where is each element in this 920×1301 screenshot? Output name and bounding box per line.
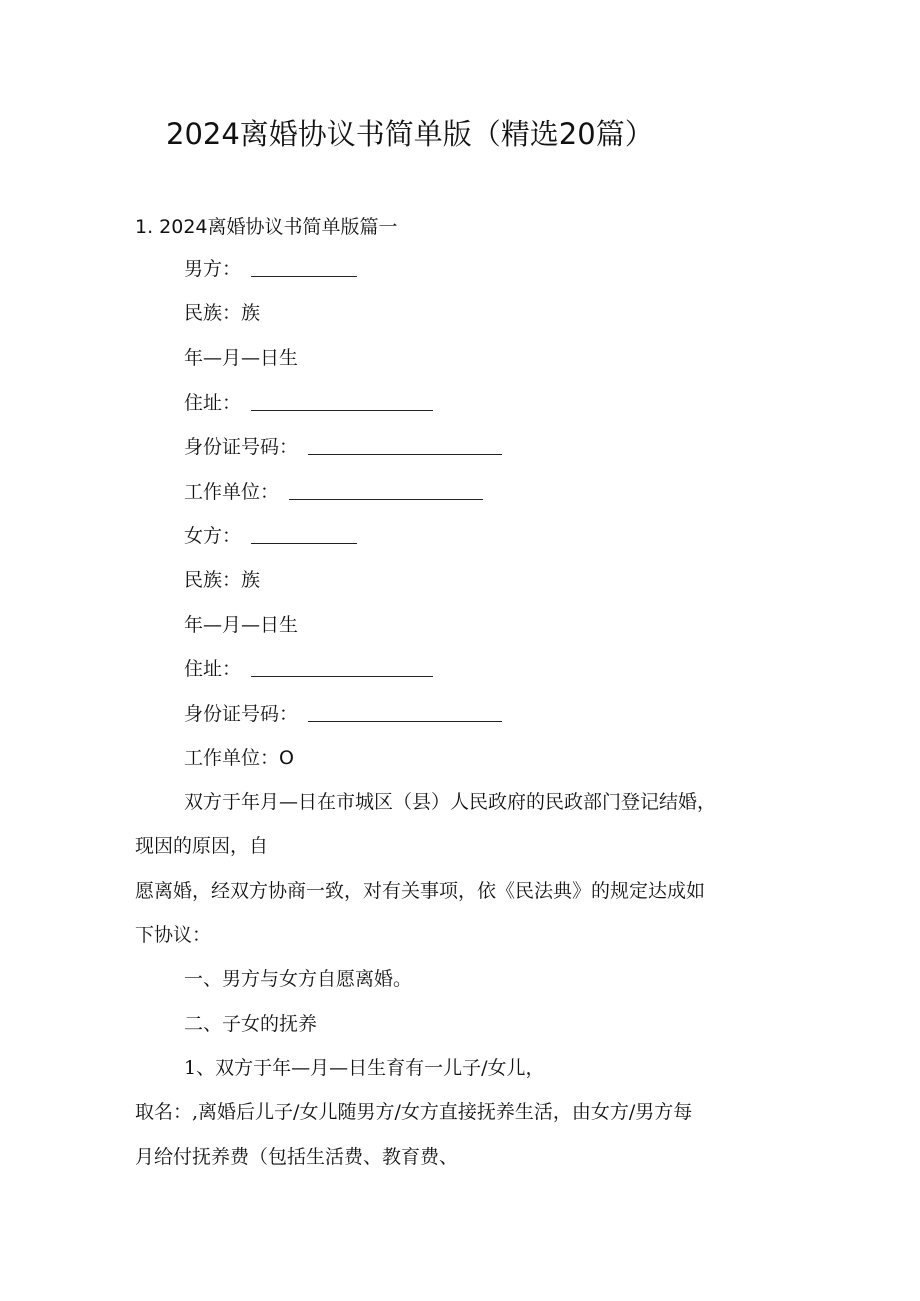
female-work-value: O xyxy=(279,747,294,769)
female-id-blank xyxy=(308,720,502,722)
male-address-label: 住址： xyxy=(184,392,242,414)
female-name-blank xyxy=(251,542,357,544)
female-ethnicity: 民族：族 xyxy=(184,569,261,591)
clause-2-heading: 二、子女的抚养 xyxy=(184,1013,318,1035)
paragraph-marriage-line2: 现因的原因，自 xyxy=(135,835,269,857)
female-address-blank xyxy=(251,675,433,677)
female-address-line xyxy=(184,658,433,681)
female-id-label: 身份证号码： xyxy=(184,703,299,725)
male-work-line xyxy=(184,481,483,504)
male-work-label: 工作单位： xyxy=(184,481,280,503)
male-ethnicity: 民族：族 xyxy=(184,302,261,324)
male-address-line xyxy=(184,392,433,415)
document-title: 2024离婚协议书简单版（精选20篇） xyxy=(166,117,654,151)
paragraph-marriage-line1: 双方于年月—日在市城区（县）人民政府的民政部门登记结婚， xyxy=(184,791,717,813)
clause-2-1-line1: 1、双方于年—月—日生育有一儿子/女儿， xyxy=(184,1057,545,1079)
male-work-blank xyxy=(289,498,483,500)
male-id-label: 身份证号码： xyxy=(184,436,299,458)
clause-2-1-line3: 月给付抚养费（包括生活费、教育费、 xyxy=(135,1146,459,1168)
clause-2-1-line2: 取名：,离婚后儿子/女儿随男方/女方直接抚养生活，由女方/男方每 xyxy=(135,1101,693,1123)
male-id-blank xyxy=(308,453,502,455)
female-work-line xyxy=(184,747,294,770)
male-address-blank xyxy=(251,409,433,411)
female-id-line xyxy=(184,703,502,726)
male-birth: 年—月—日生 xyxy=(184,347,299,369)
male-label: 男方： xyxy=(184,258,242,280)
female-birth: 年—月—日生 xyxy=(184,614,299,636)
section-heading: 1. 2024离婚协议书简单版篇一 xyxy=(135,216,398,238)
paragraph-marriage-line3: 愿离婚，经双方协商一致，对有关事项，依《民法典》的规定达成如 xyxy=(135,880,706,902)
male-name-blank xyxy=(251,275,357,277)
female-work-label: 工作单位： xyxy=(184,747,280,769)
male-id-line xyxy=(184,436,502,459)
female-name-line xyxy=(184,525,357,548)
female-address-label: 住址： xyxy=(184,658,242,680)
male-name-line xyxy=(184,258,357,281)
clause-1: 一、男方与女方自愿离婚。 xyxy=(184,968,413,990)
female-label: 女方： xyxy=(184,525,242,547)
paragraph-marriage-line4: 下协议： xyxy=(135,924,212,946)
